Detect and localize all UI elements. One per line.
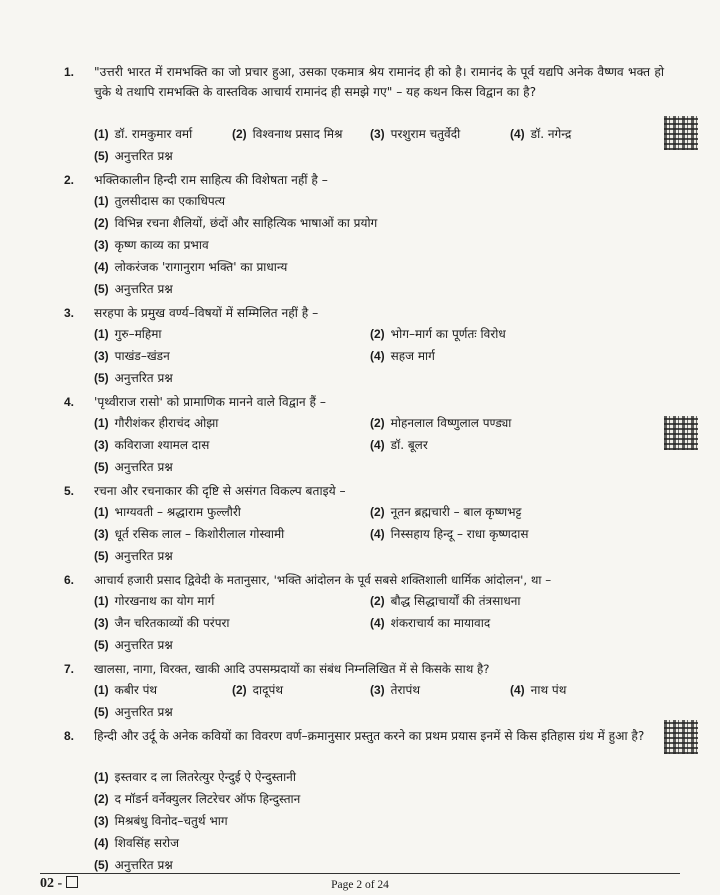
question-5 bbox=[64, 481, 664, 501]
question-2 bbox=[64, 170, 664, 190]
question-number: 6. bbox=[64, 573, 75, 587]
page-number: Page 2 of 24 bbox=[331, 879, 389, 891]
question-number: 8. bbox=[64, 729, 75, 743]
option-7-5[interactable]: (5) अनुत्तरित प्रश्न bbox=[94, 705, 173, 719]
footer-divider bbox=[40, 873, 680, 874]
option-6-3[interactable]: (3) जैन चरितकाव्यों की परंपरा bbox=[94, 616, 230, 630]
option-4-3[interactable]: (3) कविराजा श्यामल दास bbox=[94, 438, 210, 452]
option-3-4[interactable]: (4) सहज मार्ग bbox=[370, 349, 435, 363]
option-1-2[interactable]: (2) विश्वनाथ प्रसाद मिश्र bbox=[232, 127, 343, 141]
option-8-1[interactable]: (1) इस्तवार द ला लितरेत्युर ऐन्दुई ऐ ऐन्दुस्तानी bbox=[94, 770, 296, 784]
option-2-4[interactable]: (4) लोकरंजक 'रागानुराग भक्ति' का प्राधान्य bbox=[94, 260, 288, 274]
question-text: खालसा, नागा, विरक्त, खाकी आदि उपसम्प्रदायों का संबंध निम्नलिखित में से किसके साथ है? bbox=[94, 662, 490, 676]
option-5-1[interactable]: (1) भाग्यवती – श्रद्धाराम फुल्लौरी bbox=[94, 505, 241, 519]
option-1-1[interactable]: (1) डॉ. रामकुमार वर्मा bbox=[94, 127, 193, 141]
question-4 bbox=[64, 392, 664, 412]
option-4-5[interactable]: (5) अनुत्तरित प्रश्न bbox=[94, 460, 173, 474]
question-text: भक्तिकालीन हिन्दी राम साहित्य की विशेषता नहीं है – bbox=[94, 173, 328, 187]
option-4-4[interactable]: (4) डॉ. बूलर bbox=[370, 438, 428, 452]
option-3-2[interactable]: (2) भोग–मार्ग का पूर्णतः विरोध bbox=[370, 327, 506, 341]
option-8-2[interactable]: (2) द मॉडर्न वर्नेक्युलर लिटरेचर ऑफ हिन्दुस्तान bbox=[94, 792, 301, 806]
question-1 bbox=[64, 62, 664, 102]
question-number: 7. bbox=[64, 662, 75, 676]
question-text: हिन्दी और उर्दू के अनेक कवियों का विवरण वर्ण–क्रमानुसार प्रस्तुत करने का प्रथम प्रयास इनमें से किस इतिहास ग्रंथ में हुआ है? bbox=[94, 729, 645, 743]
option-5-2[interactable]: (2) नूतन ब्रह्मचारी – बाल कृष्णभट्ट bbox=[370, 505, 522, 519]
option-1-5[interactable]: (5) अनुत्तरित प्रश्न bbox=[94, 149, 173, 163]
question-number: 2. bbox=[64, 173, 75, 187]
option-7-2[interactable]: (2) दादूपंथ bbox=[232, 683, 284, 697]
option-2-3[interactable]: (3) कृष्ण काव्य का प्रभाव bbox=[94, 238, 209, 252]
question-number: 4. bbox=[64, 395, 75, 409]
question-3 bbox=[64, 303, 664, 323]
option-6-4[interactable]: (4) शंकराचार्य का मायावाद bbox=[370, 616, 491, 630]
option-7-3[interactable]: (3) तेरापंथ bbox=[370, 683, 421, 697]
qr-code-icon bbox=[664, 416, 698, 450]
question-6 bbox=[64, 570, 664, 590]
option-3-3[interactable]: (3) पाखंड–खंडन bbox=[94, 349, 170, 363]
question-8 bbox=[64, 726, 664, 746]
option-6-2[interactable]: (2) बौद्ध सिद्धाचार्यों की तंत्रसाधना bbox=[370, 594, 521, 608]
option-2-5[interactable]: (5) अनुत्तरित प्रश्न bbox=[94, 282, 173, 296]
question-text: आचार्य हजारी प्रसाद द्विवेदी के मतानुसार, 'भक्ति आंदोलन के पूर्व सबसे शक्तिशाली धार्मिक आंदोलन', था – bbox=[94, 573, 552, 587]
question-text: रचना और रचनाकार की दृष्टि से असंगत विकल्प बताइये – bbox=[94, 484, 346, 498]
question-text: "उत्तरी भारत में रामभक्ति का जो प्रचार हुआ, उसका एकमात्र श्रेय रामानंद ही को है। रामानंद के पूर्व यद्यपि अनेक वैष्णव भक्त हो चुके थे तथापि रामभक्ति के वास्तविक आचार्य रामानंद ही समझे गए" – यह कथन किस विद्वान का है? bbox=[94, 65, 664, 99]
question-number: 1. bbox=[64, 65, 75, 79]
option-3-1[interactable]: (1) गुरु–महिमा bbox=[94, 327, 162, 341]
question-7 bbox=[64, 659, 664, 679]
option-8-4[interactable]: (4) शिवसिंह सरोज bbox=[94, 836, 180, 850]
option-6-1[interactable]: (1) गोरखनाथ का योग मार्ग bbox=[94, 594, 215, 608]
option-8-5[interactable]: (5) अनुत्तरित प्रश्न bbox=[94, 858, 173, 872]
option-5-5[interactable]: (5) अनुत्तरित प्रश्न bbox=[94, 549, 173, 563]
question-text: 'पृथ्वीराज रासो' को प्रामाणिक मानने वाले विद्वान हैं – bbox=[94, 395, 326, 409]
option-1-3[interactable]: (3) परशुराम चतुर्वेदी bbox=[370, 127, 461, 141]
option-6-5[interactable]: (5) अनुत्तरित प्रश्न bbox=[94, 638, 173, 652]
option-4-2[interactable]: (2) मोहनलाल विष्णुलाल पण्ड्या bbox=[370, 416, 512, 430]
option-1-4[interactable]: (4) डॉ. नगेन्द्र bbox=[510, 127, 572, 141]
option-2-2[interactable]: (2) विभिन्न रचना शैलियों, छंदों और साहित्यिक भाषाओं का प्रयोग bbox=[94, 216, 378, 230]
option-4-1[interactable]: (1) गौरीशंकर हीराचंद ओझा bbox=[94, 416, 219, 430]
qr-code-icon bbox=[664, 720, 698, 754]
option-5-4[interactable]: (4) निस्सहाय हिन्दू – राधा कृष्णदास bbox=[370, 527, 529, 541]
question-text: सरहपा के प्रमुख वर्ण्य–विषयों में सम्मिलित नहीं है – bbox=[94, 306, 319, 320]
option-2-1[interactable]: (1) तुलसीदास का एकाधिपत्य bbox=[94, 194, 226, 208]
option-3-5[interactable]: (5) अनुत्तरित प्रश्न bbox=[94, 371, 173, 385]
option-8-3[interactable]: (3) मिश्रबंधु विनोद–चतुर्थ भाग bbox=[94, 814, 228, 828]
option-7-1[interactable]: (1) कबीर पंथ bbox=[94, 683, 158, 697]
question-number: 5. bbox=[64, 484, 75, 498]
question-number: 3. bbox=[64, 306, 75, 320]
qr-code-icon bbox=[664, 116, 698, 150]
option-7-4[interactable]: (4) नाथ पंथ bbox=[510, 683, 567, 697]
option-5-3[interactable]: (3) धूर्त रसिक लाल – किशोरीलाल गोस्वामी bbox=[94, 527, 285, 541]
booklet-code: 02 - bbox=[40, 876, 78, 892]
